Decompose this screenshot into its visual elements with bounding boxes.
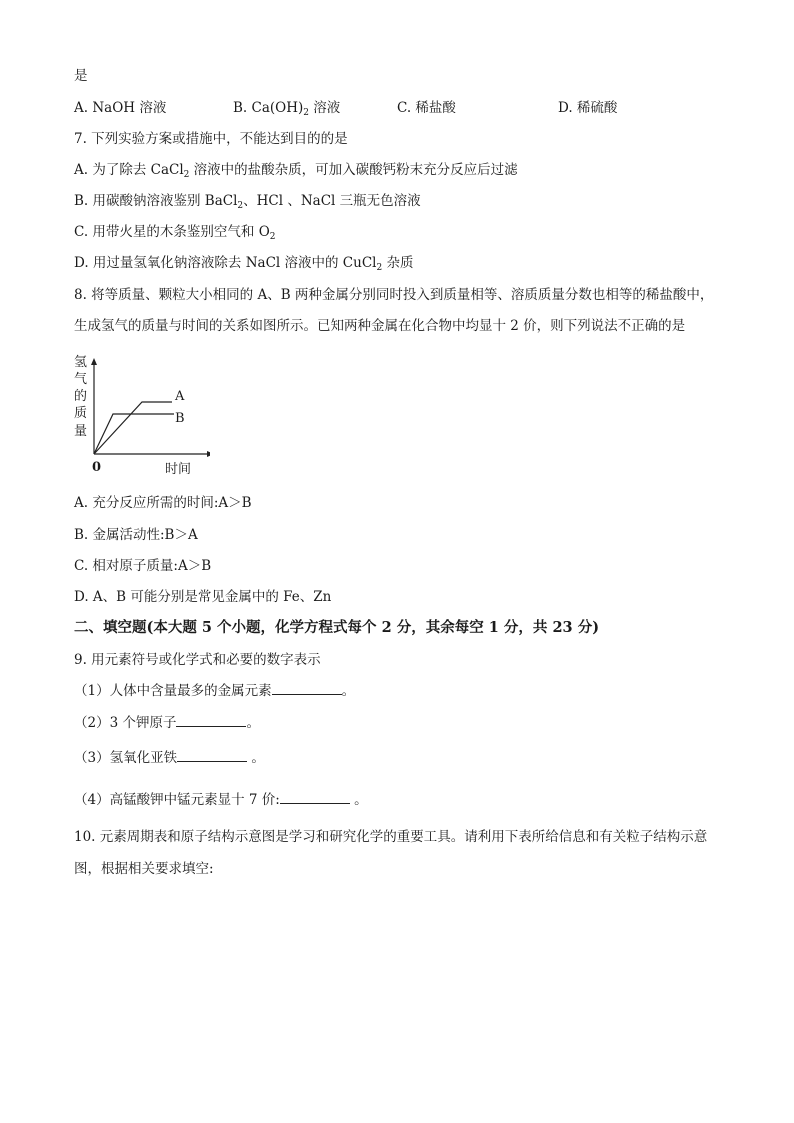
q9-item-3-end: 。 <box>247 750 265 766</box>
graph-label-b: B <box>175 411 185 426</box>
q6-option-c: C. 稀盐酸 <box>397 100 456 116</box>
graph-ylabel-char-3: 的 <box>74 389 88 404</box>
q8-hydrogen-time-graph <box>70 352 210 478</box>
q10-line1: 10. 元素周期表和原子结构示意图是学习和研究化学的重要工具。请利用下表所给信息和有关粒子结构示意 <box>74 829 708 845</box>
q9-item-1-text: （1）人体中含量最多的金属元素 <box>74 683 272 699</box>
q7-option-d-text: D. 用过量氢氧化钠溶液除去 NaCl 溶液中的 CuCl <box>74 255 377 271</box>
q9-item-4-blank[interactable] <box>280 791 350 804</box>
q10-line2: 图，根据相关要求填空: <box>74 861 214 877</box>
q7-option-c-subscript: 2 <box>269 232 276 242</box>
q7-option-b-text: B. 用碳酸钠溶液鉴别 BaCl <box>74 193 238 209</box>
q8-option-b: B. 金属活动性:B＞A <box>74 527 198 543</box>
q8-stem-line1: 8. 将等质量、颗粒大小相同的 A、B 两种金属分别同时投入到质量相等、溶质质量分数也相等的稀盐酸中， <box>74 287 714 303</box>
graph-x-axis-arrow <box>207 451 210 457</box>
q9-item-4-text: （4）高锰酸钾中锰元素显十 7 价: <box>74 792 280 808</box>
q9-item-1-blank[interactable] <box>272 682 342 695</box>
q9-item-1 <box>74 682 355 700</box>
q7-option-d-suffix: 杂质 <box>382 255 414 271</box>
graph-xlabel: 时间 <box>165 462 192 477</box>
graph-curve-b <box>94 414 174 454</box>
q7-option-a-subscript: 2 <box>183 170 190 180</box>
q7-option-d <box>74 254 414 272</box>
q7-option-c <box>74 223 276 241</box>
graph-ylabel-char-4: 质 <box>74 406 88 421</box>
q7-option-d-subscript: 2 <box>376 263 383 273</box>
graph-label-a: A <box>175 389 185 404</box>
q7-option-b <box>74 192 421 210</box>
q8-option-a: A. 充分反应所需的时间:A＞B <box>74 495 252 511</box>
q7-option-a-text: A. 为了除去 CaCl <box>74 162 184 178</box>
q7-option-c-text: C. 用带火星的木条鉴别空气和 O <box>74 224 270 240</box>
q9-item-3-text: （3）氢氧化亚铁 <box>74 750 178 766</box>
graph-y-axis-arrow <box>91 358 97 365</box>
q7-option-a <box>74 161 518 179</box>
q6-option-d: D. 稀硫酸 <box>558 100 618 116</box>
q9-item-3-blank[interactable] <box>177 749 247 762</box>
q9-item-2-blank[interactable] <box>176 714 246 727</box>
q9-item-2-text: （2）3 个钾原子 <box>74 715 177 731</box>
graph-ylabel-char-1: 氢 <box>74 355 88 370</box>
q8-option-d: D. A、B 可能分别是常见金属中的 Fe、Zn <box>74 589 332 605</box>
q6-option-b-suffix: 溶液 <box>309 100 341 116</box>
q7-option-b-suffix: 、HCl 、NaCl 三瓶无色溶液 <box>243 193 421 209</box>
q6-option-b-formula: B. Ca(OH) <box>233 100 304 116</box>
q8-option-c: C. 相对原子质量:A＞B <box>74 558 212 574</box>
q6-option-b <box>233 99 340 117</box>
q7-option-b-subscript: 2 <box>237 201 244 211</box>
q7-option-a-suffix: 溶液中的盐酸杂质，可加入碳酸钙粉末充分反应后过滤 <box>189 162 518 178</box>
q9-item-2 <box>74 714 260 732</box>
q9-item-4 <box>74 791 368 809</box>
q6-tail-text: 是 <box>74 68 88 84</box>
graph-ylabel-char-5: 量 <box>74 424 88 439</box>
q9-item-1-end: 。 <box>341 683 356 699</box>
q6-option-b-subscript: 2 <box>303 108 309 118</box>
q9-item-2-end: 。 <box>246 715 260 731</box>
section2-title: 二、填空题(本大题 5 个小题，化学方程式每个 2 分，其余每空 1 分，共 23 分) <box>74 619 600 636</box>
q9-item-3 <box>74 749 265 767</box>
q9-stem: 9. 用元素符号或化学式和必要的数字表示 <box>74 652 321 668</box>
graph-ylabel-char-2: 气 <box>74 372 88 387</box>
graph-origin-label: 0 <box>92 460 102 475</box>
q8-stem-line2: 生成氢气的质量与时间的关系如图所示。已知两种金属在化合物中均显十 2 价，则下列说法不正确的是 <box>74 318 686 334</box>
q6-option-a: A. NaOH 溶液 <box>74 100 167 116</box>
q7-stem: 7. 下列实验方案或措施中，不能达到目的的是 <box>74 131 348 147</box>
q9-item-4-end: 。 <box>349 792 368 808</box>
